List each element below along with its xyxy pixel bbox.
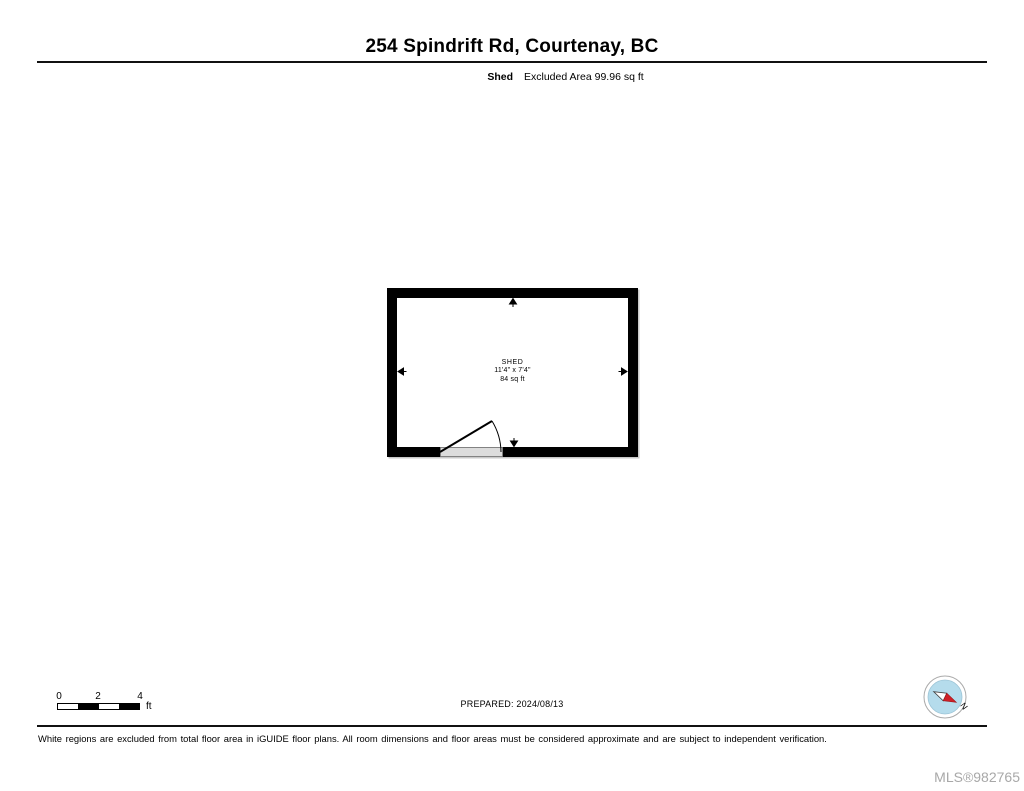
footer-divider (37, 725, 987, 727)
room-dimensions: 11'4" x 7'4" (494, 367, 531, 375)
compass-icon (923, 675, 967, 719)
compass-north-label: N (958, 700, 970, 712)
legend-excluded-area: Excluded Area 99.96 sq ft (524, 71, 644, 83)
room-name: SHED (501, 358, 524, 366)
header-divider (37, 61, 987, 63)
disclaimer-text: White regions are excluded from total floor area in iGUIDE floor plans. All room dimensions and floor areas must be considered approximate and are subject to independent verification. (38, 733, 827, 744)
mls-number: MLS®982765 (934, 769, 1020, 785)
page-title: 254 Spindrift Rd, Courtenay, BC (365, 36, 659, 57)
scale-tick-2: 2 (95, 691, 101, 702)
compass (923, 675, 971, 723)
legend-room-label: Shed (487, 71, 513, 83)
room-label-block (387, 359, 638, 385)
scale-tick-4: 4 (137, 691, 143, 702)
scale-unit: ft (146, 701, 152, 712)
legend-row (0, 71, 1024, 85)
room-area: 84 sq ft (500, 375, 525, 383)
door-opening (441, 448, 503, 457)
prepared-date: PREPARED: 2024/08/13 (460, 699, 564, 709)
floor-plan (387, 288, 638, 457)
scale-tick-0: 0 (56, 691, 62, 702)
